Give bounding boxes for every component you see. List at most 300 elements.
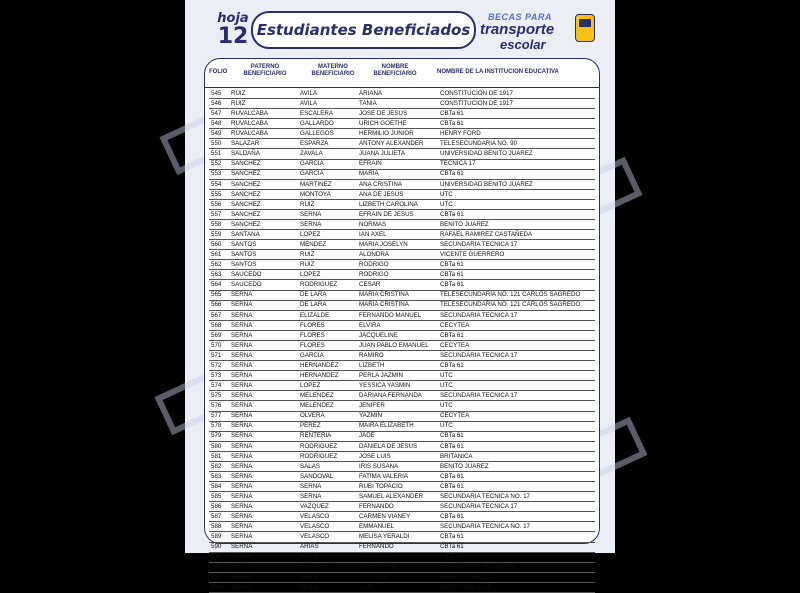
- table-row: [209, 452, 595, 462]
- header-nombre: NOMBRE BENEFICIARIO: [373, 64, 417, 77]
- cell-paterno: SERNA: [231, 341, 253, 349]
- cell-materno: MENDEZ: [300, 240, 327, 248]
- cell-materno: FLORES: [300, 321, 325, 329]
- cell-nombre: RODRIGO: [359, 271, 389, 279]
- cell-institucion: CBTa 61: [440, 210, 464, 218]
- table-row: [209, 291, 595, 301]
- cell-nombre: EFRAIN DE JESUS: [359, 210, 414, 218]
- cell-folio: 571: [211, 351, 222, 359]
- cell-materno: DE LARA: [300, 301, 327, 309]
- cell-folio: 545: [211, 89, 222, 97]
- cell-paterno: RUVALCABA: [231, 130, 269, 138]
- cell-folio: 560: [211, 240, 222, 248]
- cell-materno: SALAS: [300, 462, 320, 470]
- cell-materno: LOPEZ: [300, 271, 321, 279]
- cell-nombre: MAIRA ELIZABETH: [359, 422, 414, 430]
- cell-materno: RODRIGUEZ: [300, 442, 338, 450]
- cell-institucion: CBTa 61: [440, 361, 464, 369]
- cell-institucion: CBTa 61: [440, 482, 464, 490]
- cell-folio: 554: [211, 180, 222, 188]
- cell-institucion: HENRY FORD: [440, 130, 481, 138]
- table-row: [209, 190, 595, 200]
- cell-paterno: SANCHEZ: [231, 210, 261, 218]
- cell-institucion: CECYTEA: [440, 341, 470, 349]
- cell-materno: ELIZALDE: [300, 563, 330, 571]
- cell-paterno: SERNA: [231, 311, 253, 319]
- cell-folio: 578: [211, 422, 222, 430]
- table-row: [209, 210, 595, 220]
- cell-paterno: SERNA: [231, 573, 253, 581]
- table-row: [209, 583, 595, 593]
- cell-paterno: SERNA: [231, 402, 253, 410]
- cell-paterno: SERNA: [231, 442, 253, 450]
- cell-institucion: CBTa 61: [440, 271, 464, 279]
- cell-materno: PEREZ: [300, 422, 321, 430]
- table-row: [209, 573, 595, 583]
- table-row: [209, 512, 595, 522]
- cell-nombre: IRIS SUSANA: [359, 462, 399, 470]
- cell-materno: AVILA: [300, 99, 318, 107]
- cell-institucion: BRITANICA: [440, 452, 473, 460]
- cell-materno: HERNANDEZ: [300, 371, 339, 379]
- table-row: [209, 432, 595, 442]
- cell-materno: SERNA: [300, 482, 322, 490]
- cell-folio: 580: [211, 442, 222, 450]
- table-row: [209, 462, 595, 472]
- table-row: [209, 381, 595, 391]
- cell-institucion: RAFAEL RAMIREZ CASTAÑEDA: [440, 230, 533, 238]
- cell-paterno: RUIZ: [231, 99, 246, 107]
- cell-folio: 588: [211, 523, 222, 531]
- cell-materno: GALLARDO: [300, 120, 334, 128]
- cell-materno: FLORES: [300, 341, 325, 349]
- cell-nombre: MELISA YERALDI: [359, 533, 410, 541]
- cell-paterno: SERNA: [231, 412, 253, 420]
- cell-paterno: SERNA: [231, 472, 253, 480]
- cell-materno: MONTOYA: [300, 190, 331, 198]
- cell-folio: 591: [211, 553, 222, 561]
- cell-paterno: SERNA: [231, 452, 253, 460]
- sheet-value: 12: [217, 24, 249, 49]
- cell-institucion: CBTa 61: [440, 170, 464, 178]
- table-row: [209, 240, 595, 250]
- cell-nombre: FATIMA VALERIA: [359, 472, 408, 480]
- cell-institucion: UTC: [440, 382, 453, 390]
- cell-materno: SANDOVAL: [300, 472, 334, 480]
- header-materno: MATERNO BENEFICIARIO: [311, 64, 355, 77]
- cell-folio: 546: [211, 99, 222, 107]
- cell-nombre: RODRIGO: [359, 261, 389, 269]
- cell-paterno: SAUCEDO: [231, 271, 262, 279]
- cell-materno: RENTERIA: [300, 432, 332, 440]
- table-row: [209, 280, 595, 290]
- table-row: [209, 200, 595, 210]
- cell-institucion: CONSTITUCION DE 1917: [440, 99, 513, 107]
- table-row: [209, 371, 595, 381]
- cell-paterno: SERNA: [231, 432, 253, 440]
- logo-line-2: transporte: [480, 21, 555, 38]
- cell-nombre: JOSE MARIA: [359, 563, 397, 571]
- cell-materno: VELASCO: [300, 533, 330, 541]
- cell-folio: 549: [211, 130, 222, 138]
- cell-paterno: SERNA: [231, 291, 253, 299]
- cell-nombre: FERNANDO: [359, 503, 394, 510]
- table-row: [209, 301, 595, 311]
- cell-institucion: SECUNDARIA TECNICA 17: [440, 503, 518, 510]
- table-row: [209, 442, 595, 452]
- table-row: [209, 522, 595, 532]
- cell-paterno: SERNA: [231, 331, 253, 339]
- table-header: [205, 59, 599, 88]
- cell-nombre: JENIFER: [359, 402, 385, 410]
- cell-institucion: CBTa 61: [440, 281, 464, 289]
- header-folio: FOLIO: [209, 69, 228, 75]
- cell-folio: 592: [211, 563, 222, 571]
- table-row: [209, 492, 595, 502]
- cell-paterno: SERNA: [231, 543, 253, 551]
- cell-folio: 557: [211, 210, 222, 218]
- cell-folio: 570: [211, 341, 222, 349]
- cell-nombre: JUANA JULIETA: [359, 150, 405, 158]
- cell-nombre: EDUARDO: [359, 573, 390, 581]
- cell-folio: 553: [211, 170, 222, 178]
- cell-institucion: UTC: [440, 200, 453, 208]
- cell-materno: MELENDEZ: [300, 392, 334, 400]
- cell-institucion: TECNICA 17: [440, 160, 476, 168]
- table-row: [209, 99, 595, 109]
- table-row: [209, 351, 595, 361]
- cell-paterno: SERNA: [231, 513, 253, 521]
- cell-institucion: CECYTEA: [440, 321, 470, 329]
- cell-institucion: CBTa 61: [440, 261, 464, 269]
- cell-paterno: SERNA: [231, 422, 253, 430]
- cell-materno: GALLEGOS: [300, 130, 334, 138]
- cell-paterno: RUVALCABA: [231, 120, 269, 128]
- cell-institucion: TELESECUNDARIA NO. 121 CARLOS SAGREDO: [440, 291, 581, 299]
- table-row: [209, 250, 595, 260]
- cell-paterno: SANTANA: [231, 230, 260, 238]
- cell-folio: 581: [211, 452, 222, 460]
- cell-materno: MELENDEZ: [300, 402, 334, 410]
- table-body: [209, 89, 595, 593]
- cell-paterno: SERNA: [231, 492, 253, 500]
- cell-folio: 561: [211, 251, 222, 259]
- cell-nombre: ANA DE JESUS: [359, 190, 404, 198]
- sheet-label: hoja: [217, 11, 249, 26]
- cell-nombre: DANIELA DE JESUS: [359, 442, 418, 450]
- cell-nombre: URICH GOETHE: [359, 120, 407, 128]
- cell-institucion: INDEPENDENCIA: [440, 573, 491, 581]
- cell-institucion: SECUNDARIA TECNICA 17: [440, 392, 518, 400]
- document-page: [185, 0, 615, 591]
- cell-paterno: SALDAÑA: [231, 150, 260, 158]
- cell-materno: RUIZ: [300, 251, 315, 259]
- cell-institucion: VICENTE GUERRERO: [440, 251, 505, 259]
- cell-nombre: EFRAIN: [359, 160, 382, 168]
- cell-institucion: UTC: [440, 371, 453, 379]
- table-row: [209, 472, 595, 482]
- cell-nombre: MARIA JOSELYN: [359, 240, 408, 248]
- page-header: [185, 0, 615, 58]
- cell-materno: RUIZ: [300, 200, 315, 208]
- cell-folio: 555: [211, 190, 222, 198]
- cell-materno: RODRIGUEZ: [300, 452, 338, 460]
- cell-folio: 569: [211, 331, 222, 339]
- cell-nombre: JACQUELINE: [359, 331, 398, 339]
- cell-nombre: SAMUEL ALEXANDER: [359, 492, 424, 500]
- cell-folio: 565: [211, 291, 222, 299]
- cell-paterno: SERNA: [231, 301, 253, 309]
- cell-folio: 593: [211, 573, 222, 581]
- cell-materno: ESCALERA: [300, 109, 334, 117]
- cell-materno: ZAVALA: [300, 150, 323, 158]
- cell-nombre: FERNANDO MANUEL: [359, 311, 422, 319]
- table-row: [209, 230, 595, 240]
- cell-folio: 594: [211, 583, 222, 591]
- cell-folio: 579: [211, 432, 222, 440]
- cell-materno: MARTINEZ: [300, 180, 332, 188]
- cell-folio: 548: [211, 120, 222, 128]
- cell-materno: VELASCO: [300, 513, 330, 521]
- cell-nombre: LIZBETH CAROLINA: [359, 200, 418, 208]
- cell-paterno: SERNA: [231, 553, 253, 561]
- cell-paterno: RUVALCABA: [231, 109, 269, 117]
- cell-materno: FLORES: [300, 331, 325, 339]
- cell-folio: 568: [211, 321, 222, 329]
- table-row: [209, 401, 595, 411]
- cell-paterno: SERNA: [231, 351, 253, 359]
- cell-institucion: TELESECUNDARIA NO. 90: [440, 140, 518, 148]
- cell-paterno: SERNA: [231, 482, 253, 490]
- cell-institucion: INDEPENDENCIA: [440, 583, 491, 591]
- cell-folio: 586: [211, 503, 222, 510]
- cell-institucion: CBTa 61: [440, 120, 464, 128]
- cell-institucion: SECUNDARIA TECNICA 17: [440, 563, 518, 571]
- cell-institucion: UTC: [440, 422, 453, 430]
- cell-paterno: SERNA: [231, 361, 253, 369]
- cell-folio: 559: [211, 230, 222, 238]
- cell-institucion: SECUNDARIA TECNICA NO. 17: [440, 492, 530, 500]
- table-row: [209, 321, 595, 331]
- cell-institucion: CONSTITUCION DE 1917: [440, 89, 513, 97]
- table-row: [209, 532, 595, 542]
- cell-folio: 558: [211, 220, 222, 228]
- cell-nombre: JOSE LUIS: [359, 452, 391, 460]
- cell-materno: MEJIA: [300, 583, 319, 591]
- table-row: [209, 260, 595, 270]
- cell-paterno: SANTOS: [231, 251, 257, 259]
- cell-materno: ARIAS: [300, 553, 319, 561]
- cell-nombre: VERONICA: [359, 553, 392, 561]
- cell-folio: 577: [211, 412, 222, 420]
- cell-paterno: SANCHEZ: [231, 220, 261, 228]
- cell-paterno: SANCHEZ: [231, 160, 261, 168]
- table-row: [209, 109, 595, 119]
- cell-folio: 547: [211, 109, 222, 117]
- cell-nombre: NORMAS: [359, 220, 387, 228]
- table-row: [209, 270, 595, 280]
- cell-institucion: SECUNDARIA TECNICA 17: [440, 311, 518, 319]
- cell-nombre: ARIANA: [359, 89, 383, 97]
- cell-nombre: RUBI TOPACIO: [359, 482, 403, 490]
- logo-line-3: escolar: [500, 37, 546, 52]
- cell-nombre: YESSICA YASMIN: [359, 382, 411, 390]
- cell-materno: HERNANDEZ: [300, 361, 339, 369]
- cell-nombre: EMMANUEL: [359, 523, 395, 531]
- cell-nombre: PERLA JAZMIN: [359, 371, 404, 379]
- cell-materno: VELASCO: [300, 523, 330, 531]
- table-row: [209, 391, 595, 401]
- cell-folio: 587: [211, 513, 222, 521]
- cell-folio: 576: [211, 402, 222, 410]
- cell-nombre: JUAN PABLO EMANUEL: [359, 341, 429, 349]
- cell-nombre: YAZMIN: [359, 412, 382, 420]
- cell-nombre: LIZBETH: [359, 361, 385, 369]
- cell-folio: 582: [211, 462, 222, 470]
- cell-materno: SERNA: [300, 220, 322, 228]
- table-row: [209, 180, 595, 190]
- cell-folio: 575: [211, 392, 222, 400]
- cell-nombre: FERNANDO: [359, 543, 394, 551]
- table-row: [209, 341, 595, 351]
- cell-folio: 562: [211, 261, 222, 269]
- cell-institucion: UTC: [440, 402, 453, 410]
- cell-institucion: SECUNDARIA TECNICA 17: [440, 351, 518, 359]
- header-paterno: PATERNO BENEFICIARIO: [243, 64, 287, 77]
- cell-materno: AVILA: [300, 89, 318, 97]
- cell-paterno: SANCHEZ: [231, 200, 261, 208]
- table-row: [209, 553, 595, 563]
- cell-institucion: CBTa 61: [440, 513, 464, 521]
- cell-nombre: JADE: [359, 432, 375, 440]
- cell-nombre: CARMEN VIANEY: [359, 513, 411, 521]
- bus-icon: [575, 14, 595, 42]
- program-logo: [478, 10, 598, 52]
- table-row: [209, 543, 595, 553]
- cell-folio: 572: [211, 361, 222, 369]
- table-row: [209, 139, 595, 149]
- cell-folio: 551: [211, 150, 222, 158]
- cell-folio: 550: [211, 140, 222, 148]
- cell-nombre: MARIA CRISTINA: [359, 291, 409, 299]
- table-row: [209, 563, 595, 573]
- cell-institucion: CBTa 61: [440, 109, 464, 117]
- table-row: [209, 422, 595, 432]
- cell-paterno: SERNA: [231, 321, 253, 329]
- cell-institucion: BENITO JUAREZ: [440, 462, 489, 470]
- cell-institucion: UNIVERSIDAD BENITO JUAREZ: [440, 180, 533, 188]
- cell-folio: 584: [211, 482, 222, 490]
- cell-materno: SERNA: [300, 210, 322, 218]
- cell-paterno: SERNA: [231, 503, 253, 510]
- cell-materno: OLVERA: [300, 412, 325, 420]
- table-row: [209, 89, 595, 99]
- cell-folio: 563: [211, 271, 222, 279]
- table-row: [209, 412, 595, 422]
- cell-folio: 583: [211, 472, 222, 480]
- cell-nombre: TANIA: [359, 99, 377, 107]
- cell-paterno: SERNA: [231, 563, 253, 571]
- cell-institucion: CBTa 61: [440, 442, 464, 450]
- cell-institucion: CBTa 61: [440, 472, 464, 480]
- cell-paterno: SAUCEDO: [231, 281, 262, 289]
- cell-nombre: DARIANA FERNANDA: [359, 392, 422, 400]
- cell-paterno: SERNA: [231, 462, 253, 470]
- cell-paterno: SERNA: [231, 371, 253, 379]
- cell-institucion: CBTa 61: [440, 533, 464, 541]
- cell-institucion: CBTa 61: [440, 543, 464, 551]
- cell-folio: 574: [211, 382, 222, 390]
- table-row: [209, 170, 595, 180]
- cell-paterno: SANCHEZ: [231, 190, 261, 198]
- cell-institucion: CECYTEA: [440, 412, 470, 420]
- cell-nombre: HERMILIO JUNIOR: [359, 130, 414, 138]
- cell-folio: 567: [211, 311, 222, 319]
- cell-nombre: ELVIRA: [359, 321, 381, 329]
- sheet-number: [213, 12, 253, 48]
- cell-nombre: JOSE DE JESUS: [359, 109, 408, 117]
- cell-materno: ELIZALDE: [300, 311, 330, 319]
- cell-institucion: SECUNDARIA TECNICA 17: [440, 240, 518, 248]
- cell-materno: VAZQUEZ: [300, 503, 329, 510]
- table-row: [209, 331, 595, 341]
- cell-materno: ARIAS: [300, 543, 319, 551]
- page-title-text: Estudiantes Beneficiados: [256, 21, 471, 39]
- cell-institucion: UTC: [440, 190, 453, 198]
- cell-folio: 552: [211, 160, 222, 168]
- table-row: [209, 502, 595, 512]
- table-row: [209, 129, 595, 139]
- cell-materno: GARCIA: [300, 351, 324, 359]
- cell-folio: 590: [211, 543, 222, 551]
- cell-institucion: SECUNDARIA TECNICA NO. 17: [440, 523, 530, 531]
- cell-paterno: SERNA: [231, 523, 253, 531]
- cell-paterno: SALAZAR: [231, 140, 260, 148]
- cell-nombre: MARIA: [359, 170, 379, 178]
- cell-nombre: RAMIRO: [359, 351, 384, 359]
- cell-paterno: SERNA: [231, 392, 253, 400]
- cell-institucion: TELESECUNDARIA NO. 121 CARLOS SAGREDO: [440, 301, 581, 309]
- cell-folio: 585: [211, 492, 222, 500]
- cell-paterno: SERNA: [231, 382, 253, 390]
- logo-line-1: BECAS PARA: [488, 12, 552, 22]
- cell-nombre: MARIA CRISTINA: [359, 301, 409, 309]
- cell-materno: DE LARA: [300, 291, 327, 299]
- beneficiaries-table: [204, 58, 600, 591]
- cell-paterno: SANCHEZ: [231, 170, 261, 178]
- cell-materno: LOPEZ: [300, 382, 321, 390]
- cell-paterno: SANCHEZ: [231, 180, 261, 188]
- cell-institucion: UNIVERSIDAD BENITO JUAREZ: [440, 150, 533, 158]
- cell-materno: GARCIA: [300, 160, 324, 168]
- cell-institucion: BENITO JUAREZ: [440, 220, 489, 228]
- cell-paterno: SERNA: [231, 533, 253, 541]
- cell-institucion: CBTa 61: [440, 553, 464, 561]
- cell-folio: 573: [211, 371, 222, 379]
- cell-paterno: RUIZ: [231, 89, 246, 97]
- cell-folio: 566: [211, 301, 222, 309]
- cell-institucion: CBTa 61: [440, 432, 464, 440]
- cell-paterno: SANTOS: [231, 261, 257, 269]
- cell-folio: 564: [211, 281, 222, 289]
- cell-folio: 589: [211, 533, 222, 541]
- cell-materno: RUIZ: [300, 261, 315, 269]
- table-row: [209, 482, 595, 492]
- table-row: [209, 361, 595, 371]
- cell-materno: MEJIA: [300, 573, 319, 581]
- cell-paterno: SERNA: [231, 583, 253, 591]
- cell-nombre: ANTONY ALEXANDER: [359, 140, 424, 148]
